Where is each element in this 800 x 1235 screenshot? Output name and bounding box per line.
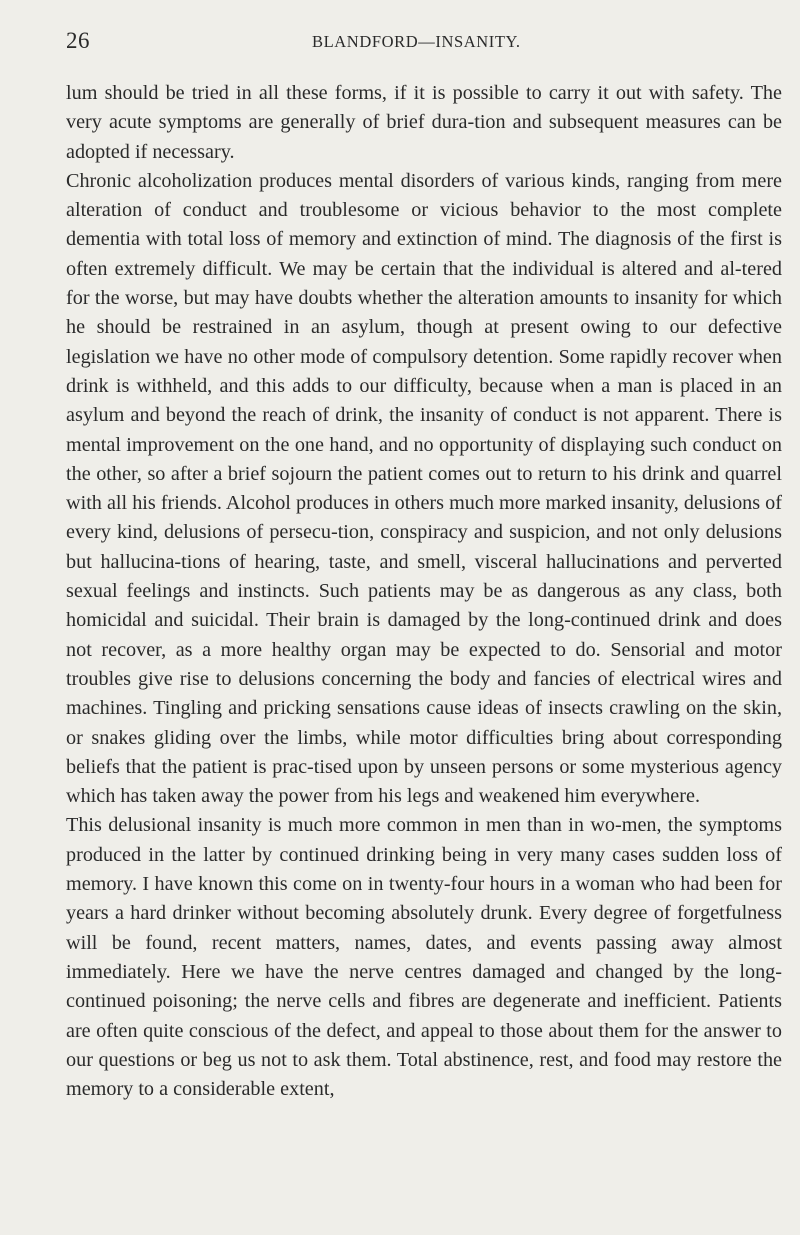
paragraph-3: This delusional insanity is much more common in men than in wo-men, the symptoms produced in the latter by continued drinking being in very many cases sudden loss of memory. I have known this come on in twenty-four hours in a woman who had been for years a hard drinker without becoming absolutely drunk. Every degree of forgetfulness will be found, recent matters, names, dates, and events passing away almost immediately. Here we have the nerve centres damaged and changed by the long-continued poisoning; the nerve cells and fibres are degenerate and inefficient. Patients are often quite conscious of the defect, and appeal to those about them for the answer to our questions or beg us not to ask them. Total abstinence, rest, and food may restore the memory to a considerable extent, — [66, 814, 782, 1101]
running-head — [0, 26, 800, 56]
body-text — [66, 79, 782, 1104]
paragraph-1: lum should be tried in all these forms, if it is possible to carry it out with safety. The very acute symptoms are generally of brief dura-tion and subsequent measures can be adopted if necessary. — [66, 82, 782, 163]
running-title: BLANDFORD—INSANITY. — [312, 32, 521, 51]
paragraph-2: Chronic alcoholization produces mental disorders of various kinds, ranging from mere alteration of conduct and troublesome or vicious behavior to the most complete dementia with total loss of memory and extinction of mind. The diagnosis of the first is often extremely difficult. We may be certain that the individual is altered and al-tered for the worse, but may have doubts whether the alteration amounts to insanity for which he should be restrained in an asylum, though at present owing to our defective legislation we have no other mode of compulsory detention. Some rapidly recover when drink is withheld, and this adds to our difficulty, because when a man is placed in an asylum and beyond the reach of drink, the insanity of conduct is not apparent. There is mental improvement on the one hand, and no opportunity of displaying such conduct on the other, so after a brief sojourn the patient comes out to return to his drink and quarrel with all his friends. Alcohol produces in others much more marked insanity, delusions of every kind, delusions of persecu-tion, conspiracy and suspicion, and not only delusions but hallucina-tions of hearing, taste, and smell, visceral hallucinations and perverted sexual feelings and instincts. Such patients may be as dangerous as any class, both homicidal and suicidal. Their brain is damaged by the long-continued drink and does not recover, as a more healthy organ may be expected to do. Sensorial and motor troubles give rise to delusions concerning the body and fancies of electrical wires and machines. Tingling and pricking sensations cause ideas of insects crawling on the skin, or snakes gliding over the limbs, while motor difficulties bring about corresponding beliefs that the patient is prac-tised upon by unseen persons or some mysterious agency which has taken away the power from his legs and weakened him everywhere. — [66, 169, 782, 808]
page-number: 26 — [66, 28, 90, 53]
